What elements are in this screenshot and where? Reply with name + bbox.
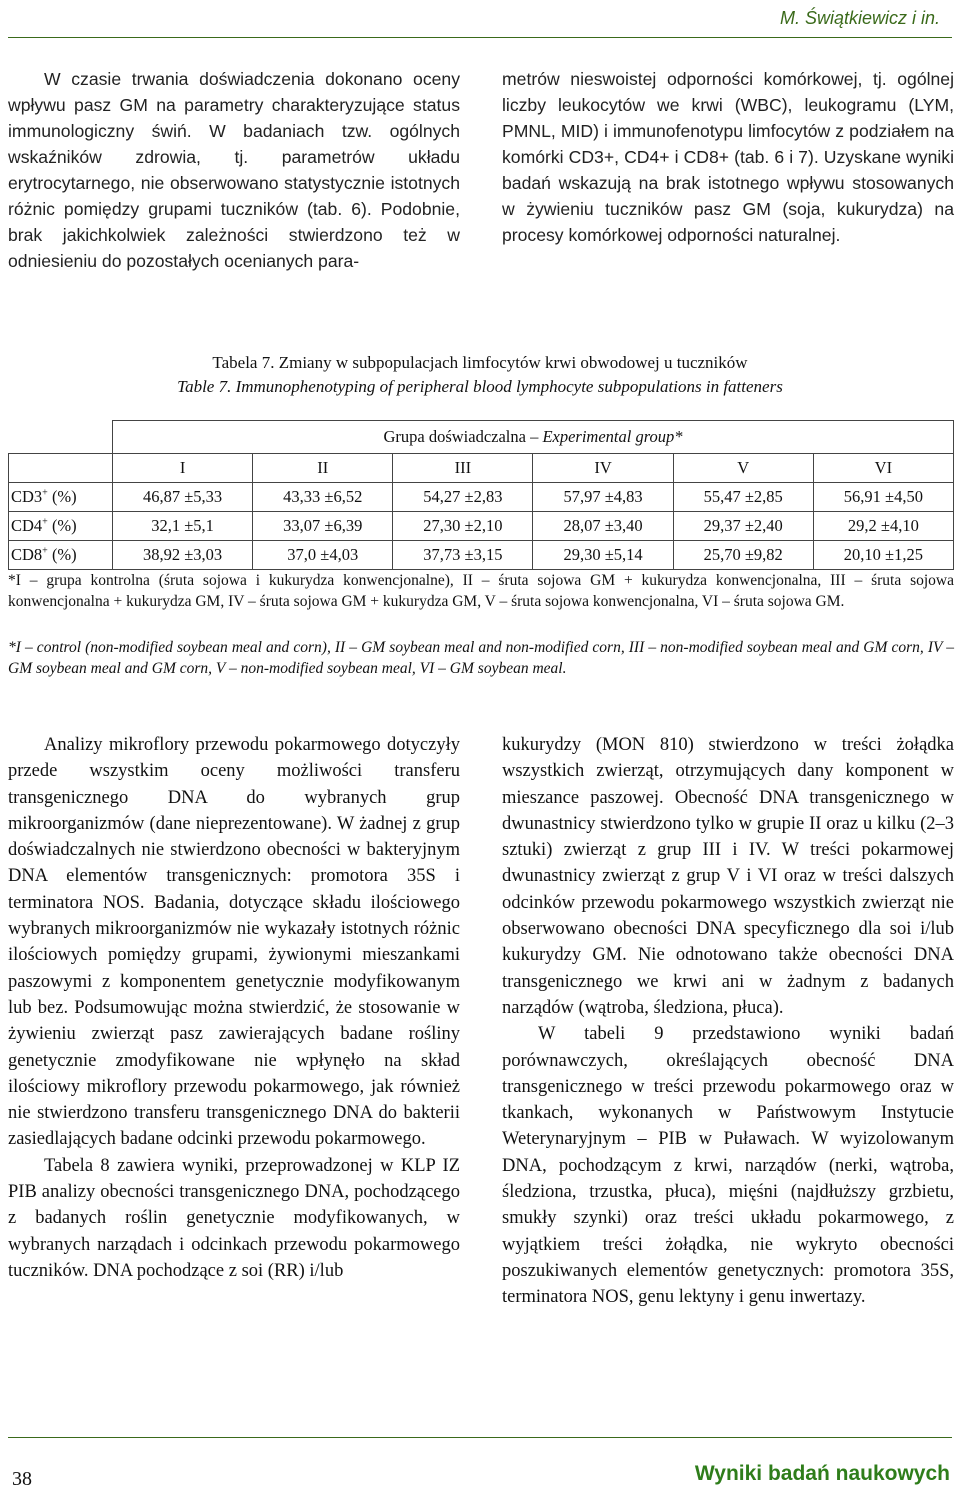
bottom-left-column <box>8 732 460 1284</box>
table-row <box>9 512 954 541</box>
table-cell: 43,33 ±6,52 <box>253 483 393 512</box>
table-caption-en: Table 7. Immunophenotyping of peripheral blood lymphocyte subpopulations in fatteners <box>177 377 783 396</box>
table-cell: 37,0 ±4,03 <box>253 541 393 570</box>
table-corner-cell <box>9 421 113 454</box>
table-cell: 27,30 ±2,10 <box>393 512 533 541</box>
table-cell: 57,97 ±4,83 <box>533 483 673 512</box>
table-cell: 46,87 ±5,33 <box>113 483 253 512</box>
table-column-header: III <box>393 454 533 483</box>
table-row <box>9 541 954 570</box>
group-header-pl: Grupa doświadczalna – <box>383 427 539 446</box>
footer-rule <box>8 1437 952 1438</box>
body-paragraph: W tabeli 9 przedstawiono wyniki badań porównawczych, określających obecność DNA transgenicznego w treści przewodu pokarmowego oraz w tkankach, wykonanych w Państwowym Instytucie Weterynaryjnym – PIB w Puławach. W wyizolowanym DNA, pochodzącym z krwi, narządów (nerki, wątroba, śledziona, trzustka, płuca), mięśni (najdłuższy grzbietu, smukły szynki) oraz treści układu pokarmowego, z wyjątkiem treści żołądka, nie wykryto obecności poszukiwanych elementów genetycznych: promotora 35S, terminatora NOS, genu lektyny i genu inwertazy. <box>502 1024 954 1308</box>
header-rule <box>8 37 952 38</box>
body-paragraph: Analizy mikroflory przewodu pokarmowego dotyczyły przede wszystkim oceny możliwości transferu transgenicznego DNA do wybranych grup mikroorganizmów (dane nieprezentowane). W żadnej z grup doświadczalnych nie stwierdzono obecności w bakteryjnym DNA elementów transgenicznych: promotora 35S i terminatora NOS. Badania, dotyczące składu ilościowego wybranych mikroorganizmów nie wykazały istotnych różnic ilościowych pomiędzy grupami, żywionymi mieszankami paszowymi z komponentem genetycznie modyfikowanym lub bez. Podsumowując można stwierdzić, że stosowanie w żywieniu zwierząt pasz zawierających badane rośliny genetycznie zmodyfikowane nie wpłynęło na skład ilościowy mikroflory przewodu pokarmowego, jak również nie stwierdzono transferu transgenicznego DNA do bakterii zasiedlających badane odcinki przewodu pokarmowego. <box>8 735 460 1150</box>
table-column-header: II <box>253 454 393 483</box>
table-column-header-row <box>9 454 954 483</box>
table-cell: 38,92 ±3,03 <box>113 541 253 570</box>
table-cell: 25,70 ±9,82 <box>673 541 813 570</box>
table-cell: 32,1 ±5,1 <box>113 512 253 541</box>
table-column-header: IV <box>533 454 673 483</box>
table-cell: 55,47 ±2,85 <box>673 483 813 512</box>
row-label-cd3: CD3+ (%) <box>9 483 113 512</box>
page-number: 38 <box>12 1468 32 1490</box>
table-footnote-en: *I – control (non-modified soybean meal and corn), II – GM soybean meal and non-modified corn, III – non-modified soybean meal and GM corn, IV – GM soybean meal and GM corn, V – non-modified soybean meal, VI – GM soybean meal. <box>8 639 954 677</box>
table-column-header: VI <box>813 454 953 483</box>
table-corner-cell-2 <box>9 454 113 483</box>
row-label-cd8: CD8+ (%) <box>9 541 113 570</box>
table-cell: 29,37 ±2,40 <box>673 512 813 541</box>
running-header-author: M. Świątkiewicz i in. <box>779 8 940 28</box>
table-cell: 56,91 ±4,50 <box>813 483 953 512</box>
top-right-paragraph: metrów nieswoistej odporności komórkowej, tj. ogólnej liczby leukocytów we krwi (WBC), leukogramu (LYM, PMNL, MID) i immunofenotypu limfocytów z podziałem na komórki CD3+, CD4+ i CD8+ (tab. 6 i 7). Uzyskane wyniki badań wskazują na brak istotnego wpływu stosowanych w żywieniu tuczników pasz GM (soja, kukurydza) na procesy komórkowej odporności naturalnej. <box>502 69 954 245</box>
body-paragraph: Tabela 8 zawiera wyniki, przeprowadzonej w KLP IZ PIB analizy obecności transgenicznego DNA, pochodzącego z badanych roślin genetycznie modyfikowanych, w wybranych narządach i odcinkach przewodu pokarmowego tuczników. DNA pochodzące z soi (RR) i/lub <box>8 1155 460 1281</box>
table-cell: 29,2 ±4,10 <box>813 512 953 541</box>
table-cell: 20,10 ±1,25 <box>813 541 953 570</box>
table-group-header-row <box>9 421 954 454</box>
table-cell: 33,07 ±6,39 <box>253 512 393 541</box>
bottom-right-column <box>502 732 954 1311</box>
table-cell: 28,07 ±3,40 <box>533 512 673 541</box>
table-cell: 29,30 ±5,14 <box>533 541 673 570</box>
table-group-header <box>113 421 954 454</box>
footer-title: Wyniki badań naukowych <box>694 1462 950 1485</box>
table-column-header: V <box>673 454 813 483</box>
table-row <box>9 483 954 512</box>
top-left-paragraph: W czasie trwania doświadczenia dokonano oceny wpływu pasz GM na parametry charakteryzujące status immunologiczny świń. W badaniach tzw. ogólnych wskaźników zdrowia, tj. parametrów układu erytrocytarnego, nie obserwowano statystycznie istotnych różnic pomiędzy grupami tuczników (tab. 6). Podobnie, brak jakichkolwiek zależności stwierdzono też w odniesieniu do pozostałych ocenianych para- <box>8 69 460 271</box>
body-paragraph: kukurydzy (MON 810) stwierdzono w treści żołądka wszystkich zwierząt, otrzymujących dany komponent w mieszance paszowej. Obecność DNA transgenicznego w dwunastnicy stwierdzono tylko w grupie II oraz u kilku (2–3 sztuki) zwierząt z grup III i IV. W treści pokarmowej dwunastnicy zwierząt z grup V i VI oraz w treści dalszych odcinków przewodu pokarmowego wszystkich zwierząt nie obserwowano obecności DNA specyficznego dla soi i/lub kukurydzy GM. Nie odnotowano także obecności DNA transgenicznego we krwi ani w żadnym z badanych narządów (wątroba, śledziona, płuca). <box>502 735 954 1018</box>
table-footnote-pl: *I – grupa kontrolna (śruta sojowa i kukurydza konwencjonalne), II – śruta sojowa GM + kukurydza konwencjonalna, III – śruta sojowa konwencjonalna + kukurydza GM, IV – śruta sojowa GM + kukurydza GM, V – śruta sojowa konwencjonalna, VI – śruta sojowa GM. <box>8 572 954 610</box>
top-right-column <box>502 66 954 248</box>
top-left-column <box>8 66 460 274</box>
table-caption-pl: Tabela 7. Zmiany w subpopulacjach limfocytów krwi obwodowej u tuczników <box>212 353 748 372</box>
lymphocyte-table <box>8 420 954 570</box>
row-label-cd4: CD4+ (%) <box>9 512 113 541</box>
table-column-header: I <box>113 454 253 483</box>
table-cell: 54,27 ±2,83 <box>393 483 533 512</box>
group-header-en: Experimental group* <box>542 427 683 446</box>
table-cell: 37,73 ±3,15 <box>393 541 533 570</box>
